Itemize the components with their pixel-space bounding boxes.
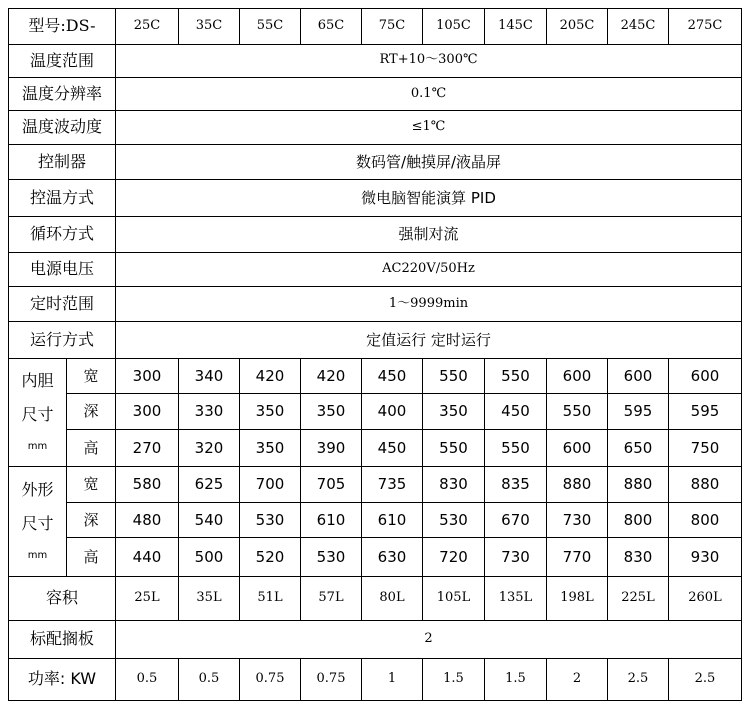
inner-width-row xyxy=(9,358,742,394)
spec-label: 温度波动度 xyxy=(9,111,116,144)
spec-table xyxy=(8,8,742,701)
dim-value: 830 xyxy=(423,467,485,503)
spec-label: 温度范围 xyxy=(9,44,116,77)
power-row xyxy=(9,659,742,701)
dim-value: 500 xyxy=(179,538,240,577)
dim-value: 550 xyxy=(485,358,547,394)
spec-row xyxy=(9,322,742,359)
power-value: 0.5 xyxy=(179,659,240,701)
spec-value: 0.1℃ xyxy=(116,77,742,110)
outer-width-row xyxy=(9,467,742,503)
spec-value: 1～9999min xyxy=(116,286,742,322)
dim-value: 420 xyxy=(301,358,362,394)
power-value: 2.5 xyxy=(608,659,669,701)
spec-row xyxy=(9,111,742,144)
dim-value: 320 xyxy=(179,429,240,467)
dim-value: 600 xyxy=(608,358,669,394)
dim-value: 540 xyxy=(179,502,240,538)
volume-row xyxy=(9,577,742,621)
volume-value: 25L xyxy=(116,577,179,621)
dim-value: 930 xyxy=(669,538,742,577)
dim-value: 350 xyxy=(240,394,301,430)
dim-value: 595 xyxy=(669,394,742,430)
inner-size-unit: mm xyxy=(27,440,48,452)
spec-label: 定时范围 xyxy=(9,286,116,322)
outer-depth-row xyxy=(9,502,742,538)
model-cell: 275C xyxy=(669,9,742,45)
dim-value: 440 xyxy=(116,538,179,577)
power-value: 2 xyxy=(547,659,608,701)
dim-label: 高 xyxy=(67,538,116,577)
dim-value: 600 xyxy=(669,358,742,394)
dim-value: 800 xyxy=(608,502,669,538)
outer-height-row xyxy=(9,538,742,577)
dim-value: 550 xyxy=(423,429,485,467)
model-cell: 145C xyxy=(485,9,547,45)
dim-value: 595 xyxy=(608,394,669,430)
dim-value: 610 xyxy=(301,502,362,538)
dim-value: 735 xyxy=(362,467,423,503)
volume-value: 51L xyxy=(240,577,301,621)
dim-value: 770 xyxy=(547,538,608,577)
dim-value: 600 xyxy=(547,358,608,394)
model-cell: 205C xyxy=(547,9,608,45)
dim-value: 530 xyxy=(301,538,362,577)
spec-value: 数码管/触摸屏/液晶屏 xyxy=(116,144,742,180)
spec-row xyxy=(9,180,742,217)
outer-size-label-line2: 尺寸 xyxy=(21,513,54,533)
dim-value: 720 xyxy=(423,538,485,577)
dim-value: 520 xyxy=(240,538,301,577)
dim-value: 270 xyxy=(116,429,179,467)
volume-value: 260L xyxy=(669,577,742,621)
model-cell: 245C xyxy=(608,9,669,45)
spec-label: 运行方式 xyxy=(9,322,116,359)
spec-row xyxy=(9,253,742,286)
header-row xyxy=(9,9,742,45)
dim-value: 800 xyxy=(669,502,742,538)
spec-value: 定值运行 定时运行 xyxy=(116,322,742,359)
model-label: 型号:DS- xyxy=(9,9,116,45)
spec-value: ≤1℃ xyxy=(116,111,742,144)
dim-value: 650 xyxy=(608,429,669,467)
model-cell: 105C xyxy=(423,9,485,45)
spec-row xyxy=(9,44,742,77)
dim-value: 350 xyxy=(301,394,362,430)
dim-value: 830 xyxy=(608,538,669,577)
dim-value: 880 xyxy=(608,467,669,503)
dim-value: 700 xyxy=(240,467,301,503)
dim-label: 高 xyxy=(67,429,116,467)
model-cell: 75C xyxy=(362,9,423,45)
dim-value: 300 xyxy=(116,358,179,394)
dim-value: 880 xyxy=(669,467,742,503)
inner-size-label xyxy=(9,358,67,467)
dim-label: 宽 xyxy=(67,467,116,503)
spec-label: 控制器 xyxy=(9,144,116,180)
inner-depth-row xyxy=(9,394,742,430)
dim-value: 450 xyxy=(362,358,423,394)
dim-value: 450 xyxy=(362,429,423,467)
dim-value: 835 xyxy=(485,467,547,503)
dim-value: 420 xyxy=(240,358,301,394)
spec-row xyxy=(9,77,742,110)
model-cell: 35C xyxy=(179,9,240,45)
dim-label: 深 xyxy=(67,502,116,538)
model-cell: 65C xyxy=(301,9,362,45)
dim-value: 730 xyxy=(485,538,547,577)
spec-value: RT+10～300℃ xyxy=(116,44,742,77)
dim-value: 530 xyxy=(423,502,485,538)
dim-value: 880 xyxy=(547,467,608,503)
dim-value: 750 xyxy=(669,429,742,467)
power-value: 0.75 xyxy=(301,659,362,701)
volume-value: 35L xyxy=(179,577,240,621)
inner-size-label-line2: 尺寸 xyxy=(21,404,54,424)
dim-value: 730 xyxy=(547,502,608,538)
dim-value: 625 xyxy=(179,467,240,503)
dim-label: 深 xyxy=(67,394,116,430)
power-value: 0.75 xyxy=(240,659,301,701)
dim-value: 705 xyxy=(301,467,362,503)
power-value: 0.5 xyxy=(116,659,179,701)
power-value: 1 xyxy=(362,659,423,701)
dim-value: 630 xyxy=(362,538,423,577)
shelves-label: 标配搁板 xyxy=(9,620,116,659)
dim-value: 670 xyxy=(485,502,547,538)
power-value: 1.5 xyxy=(423,659,485,701)
volume-value: 135L xyxy=(485,577,547,621)
dim-value: 340 xyxy=(179,358,240,394)
dim-value: 550 xyxy=(485,429,547,467)
spec-value: 强制对流 xyxy=(116,216,742,253)
model-cell: 55C xyxy=(240,9,301,45)
shelves-row xyxy=(9,620,742,659)
dim-value: 550 xyxy=(547,394,608,430)
power-value: 1.5 xyxy=(485,659,547,701)
power-label: 功率: KW xyxy=(9,659,116,701)
volume-label: 容积 xyxy=(9,577,116,621)
inner-height-row xyxy=(9,429,742,467)
spec-value: AC220V/50Hz xyxy=(116,253,742,286)
dim-value: 390 xyxy=(301,429,362,467)
spec-label: 控温方式 xyxy=(9,180,116,217)
dim-value: 350 xyxy=(240,429,301,467)
dim-value: 600 xyxy=(547,429,608,467)
dim-value: 400 xyxy=(362,394,423,430)
dim-value: 450 xyxy=(485,394,547,430)
dim-value: 610 xyxy=(362,502,423,538)
power-value: 2.5 xyxy=(669,659,742,701)
model-cell: 25C xyxy=(116,9,179,45)
volume-value: 198L xyxy=(547,577,608,621)
spec-row xyxy=(9,216,742,253)
dim-value: 480 xyxy=(116,502,179,538)
spec-label: 温度分辨率 xyxy=(9,77,116,110)
dim-label: 宽 xyxy=(67,358,116,394)
spec-value: 微电脑智能演算 PID xyxy=(116,180,742,217)
dim-value: 530 xyxy=(240,502,301,538)
dim-value: 330 xyxy=(179,394,240,430)
shelves-value: 2 xyxy=(116,620,742,659)
volume-value: 57L xyxy=(301,577,362,621)
spec-row xyxy=(9,144,742,180)
outer-size-label-line1: 外形 xyxy=(21,479,54,499)
volume-value: 105L xyxy=(423,577,485,621)
spec-row xyxy=(9,286,742,322)
dim-value: 300 xyxy=(116,394,179,430)
volume-value: 225L xyxy=(608,577,669,621)
spec-label: 电源电压 xyxy=(9,253,116,286)
dim-value: 580 xyxy=(116,467,179,503)
volume-value: 80L xyxy=(362,577,423,621)
dim-value: 350 xyxy=(423,394,485,430)
outer-size-unit: mm xyxy=(27,549,48,561)
dim-value: 550 xyxy=(423,358,485,394)
inner-size-label-line1: 内胆 xyxy=(21,370,54,390)
spec-label: 循环方式 xyxy=(9,216,116,253)
outer-size-label xyxy=(9,467,67,577)
